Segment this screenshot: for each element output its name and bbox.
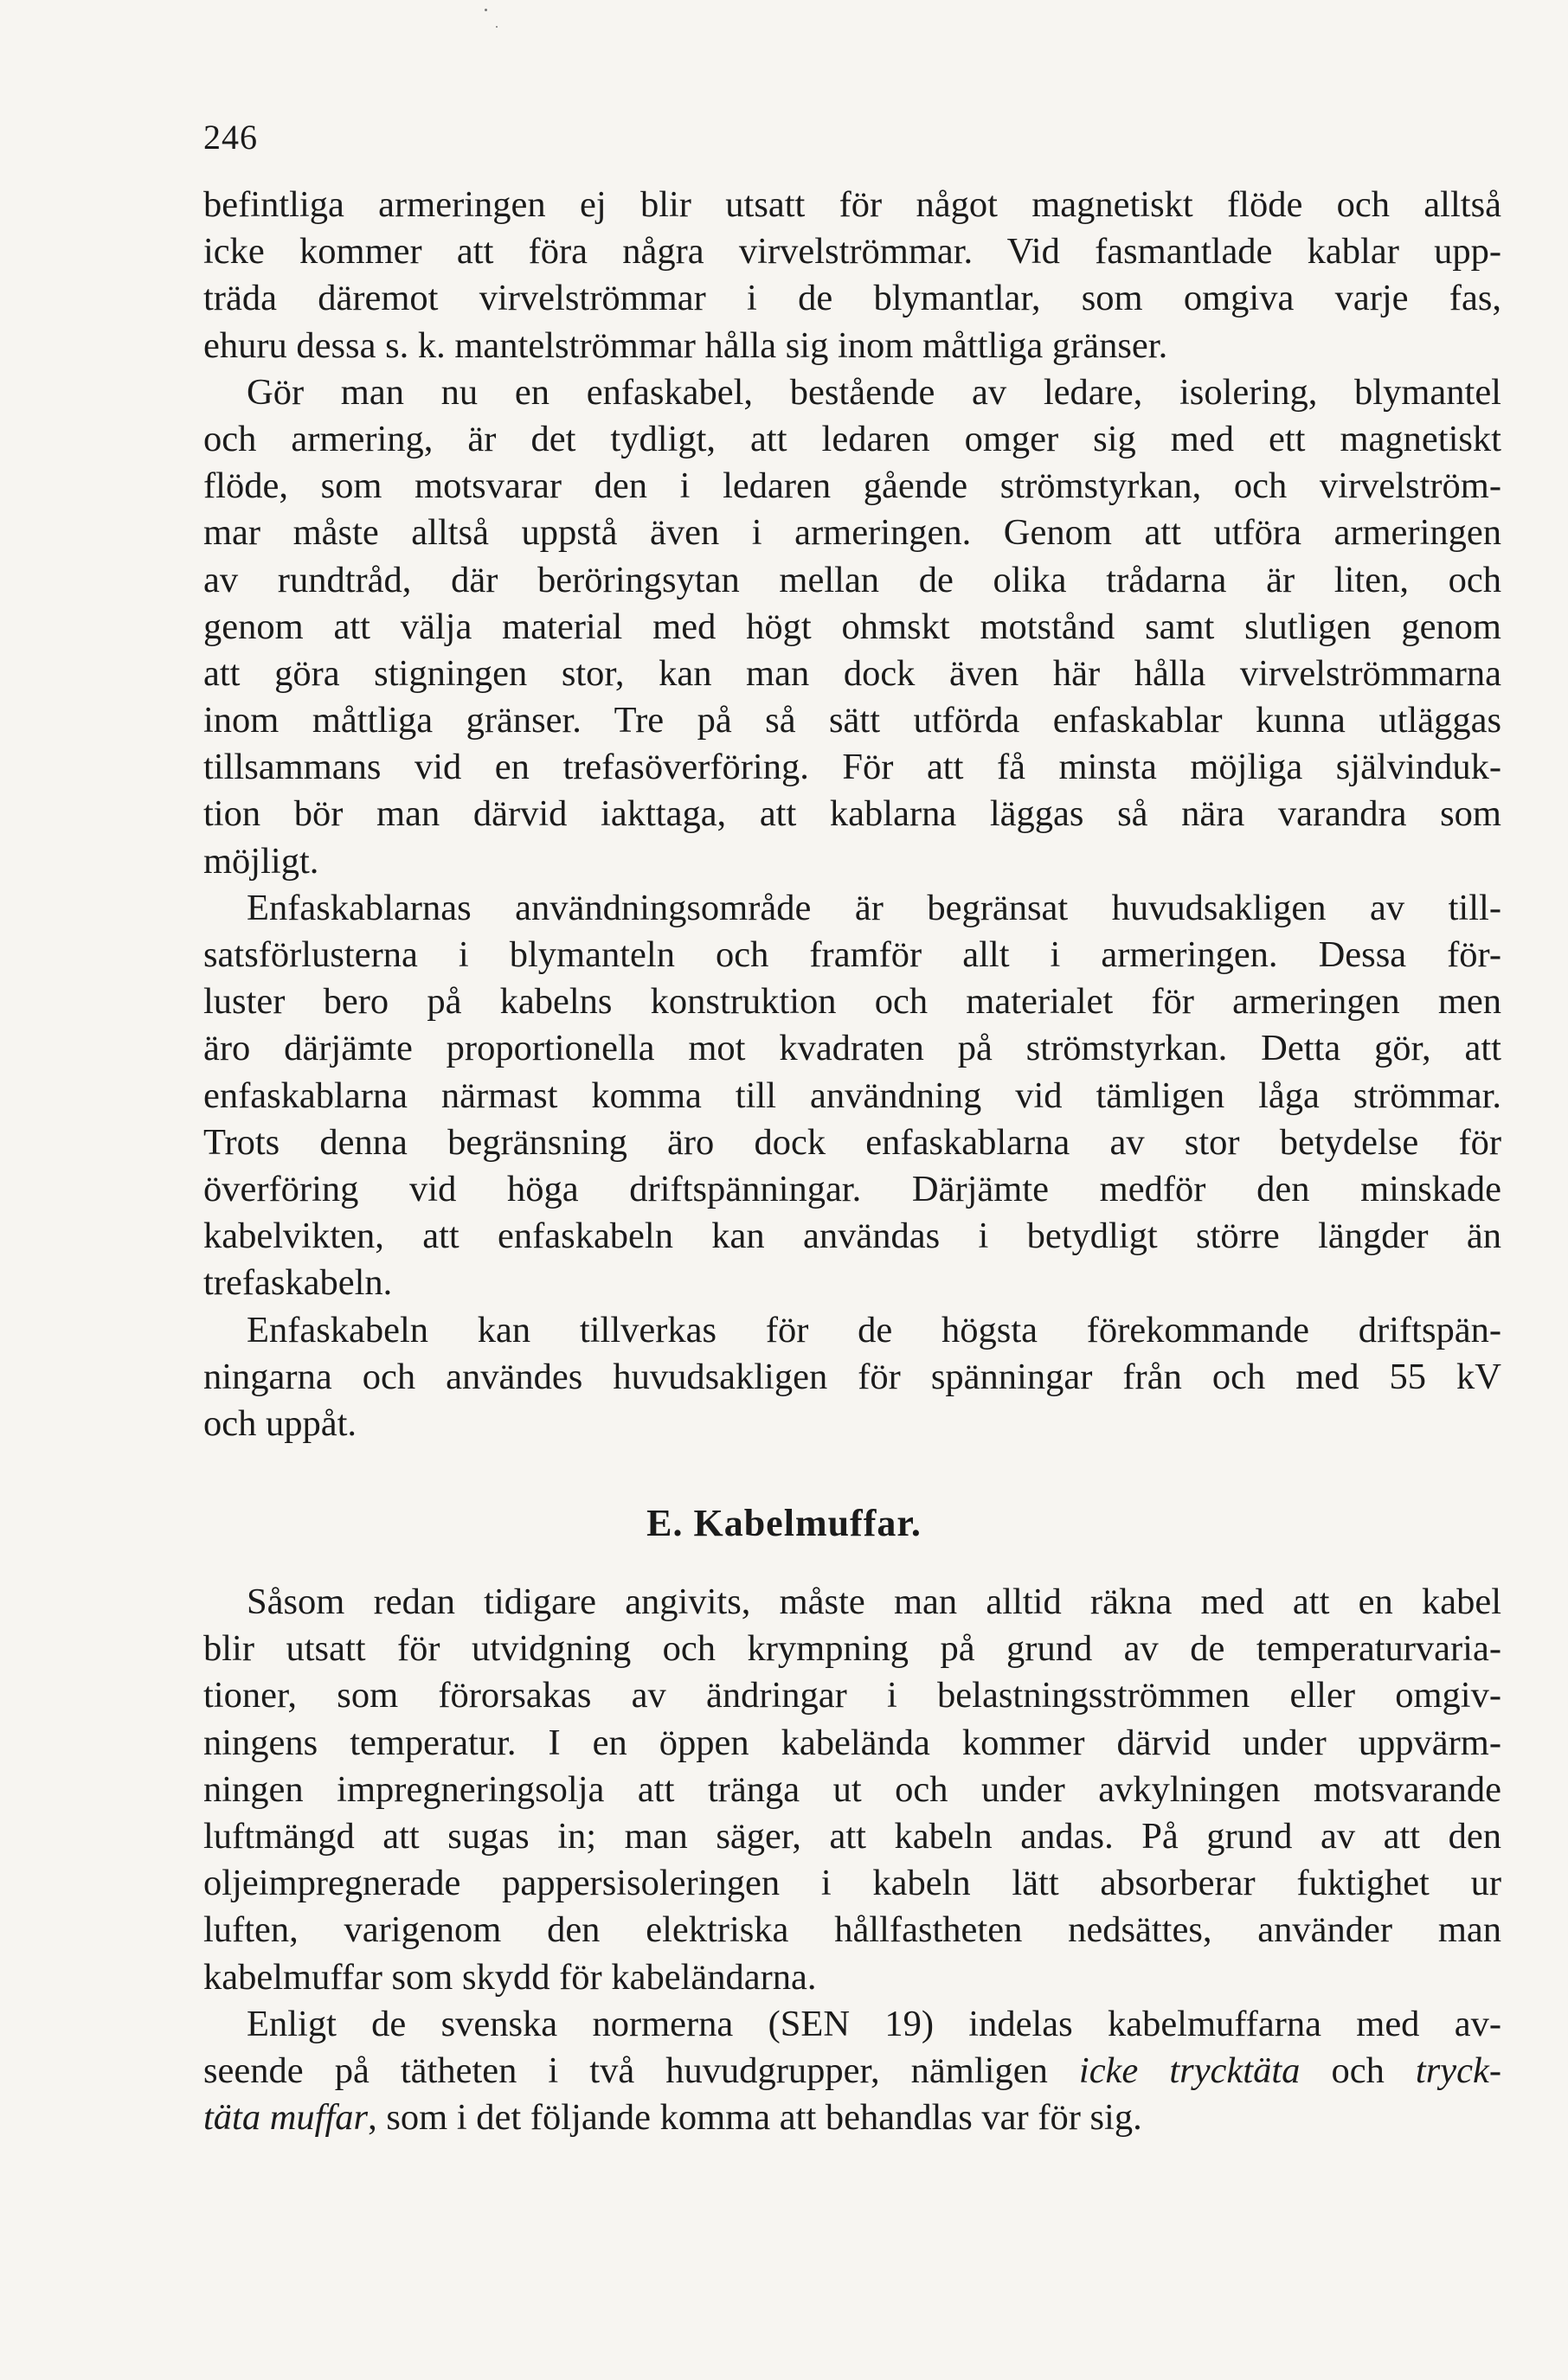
text-line: luftmängd att sugas in; man säger, att kabeln andas. På grund av att den bbox=[203, 1815, 1501, 1857]
scan-speck bbox=[485, 9, 487, 11]
text-line: inom måttliga gränser. Tre på så sätt utförda enfaskablar kunna utläggas bbox=[203, 700, 1501, 741]
text-line: trefaskabeln. bbox=[203, 1262, 393, 1304]
scan-speck bbox=[496, 26, 498, 28]
text-line: kabelvikten, att enfaskabeln kan användas i betydligt större längder än bbox=[203, 1216, 1501, 1257]
text-line: träda däremot virvelströmmar i de blymantlar, som omgiva varje fas, bbox=[203, 278, 1501, 319]
text-line: Trots denna begränsning äro dock enfaskablarna av stor betydelse för bbox=[203, 1121, 1501, 1163]
text-line: luster bero på kabelns konstruktion och materialet för armeringen men bbox=[203, 981, 1501, 1023]
text-line: kabelmuffar som skydd för kabeländarna. bbox=[203, 1956, 817, 1998]
text-line: överföring vid höga driftspänningar. Därjämte medför den minskade bbox=[203, 1168, 1501, 1209]
text-line: Enligt de svenska normerna (SEN 19) indelas kabelmuffarna med av- bbox=[247, 2003, 1501, 2044]
text-line: av rundtråd, där beröringsytan mellan de olika trådarna är liten, och bbox=[203, 559, 1501, 600]
italic-term: icke trycktäta bbox=[1078, 2050, 1301, 2091]
text-line: tillsammans vid en trefasöverföring. För att få minsta möjliga självinduk- bbox=[203, 747, 1501, 788]
text-line: luften, varigenom den elektriska hållfastheten nedsättes, använder man bbox=[203, 1909, 1501, 1951]
text-line: Enfaskablarnas användningsområde är begränsat huvudsakligen av till- bbox=[247, 887, 1501, 928]
text-line: ningarna och användes huvudsakligen för spänningar från och med 55 kV bbox=[203, 1356, 1501, 1397]
text-line bbox=[203, 2095, 1501, 2141]
text-line: och uppåt. bbox=[203, 1402, 357, 1444]
text-line: och armering, är det tydligt, att ledaren omger sig med ett magnetiskt bbox=[203, 418, 1501, 459]
text-line: icke kommer att föra några virvelströmmar. Vid fasmantlade kablar upp- bbox=[203, 231, 1501, 273]
text-line: att göra stigningen stor, kan man dock även här hålla virvelströmmarna bbox=[203, 652, 1501, 694]
text-line: möjligt. bbox=[203, 840, 319, 882]
text-fragment: och bbox=[1331, 2050, 1385, 2091]
text-line: tioner, som förorsakas av ändringar i belastningsströmmen eller omgiv- bbox=[203, 1675, 1501, 1716]
text-line: tion bör man därvid iakttaga, att kablarna läggas så nära varandra som bbox=[203, 793, 1501, 835]
text-line: Såsom redan tidigare angivits, måste man alltid räkna med att en kabel bbox=[247, 1581, 1501, 1622]
text-line: satsförlusterna i blymanteln och framför allt i armeringen. Dessa för- bbox=[203, 934, 1501, 975]
text-line bbox=[203, 2048, 1501, 2095]
page-number: 246 bbox=[203, 118, 258, 157]
text-line: mar måste alltså uppstå även i armeringen. Genom att utföra armeringen bbox=[203, 512, 1501, 554]
text-fragment: seende på tätheten i två huvudgrupper, nämligen bbox=[203, 2050, 1048, 2091]
italic-fragment: äta bbox=[1253, 2050, 1301, 2091]
text-line: Enfaskabeln kan tillverkas för de högsta förekommande driftspän- bbox=[247, 1309, 1501, 1350]
text-line: genom att välja material med högt ohmskt motstånd samt slutligen genom bbox=[203, 606, 1501, 647]
body-text-lower bbox=[203, 1579, 1501, 2141]
italic-term: tryck- bbox=[1415, 2050, 1501, 2091]
text-line: Gör man nu en enfaskabel, bestående av ledare, isolering, blymantel bbox=[247, 371, 1501, 413]
text-line: blir utsatt för utvidgning och krympning på grund av de temperaturvaria- bbox=[203, 1628, 1501, 1670]
text-line: äro därjämte proportionella mot kvadraten på strömstyrkan. Detta gör, att bbox=[203, 1028, 1501, 1069]
text-line: enfaskablarna närmast komma till användning vid tämligen låga strömmar. bbox=[203, 1075, 1501, 1116]
text-fragment: , som i det följande komma att behandlas var för sig. bbox=[368, 2097, 1142, 2139]
text-line: ehuru dessa s. k. mantelströmmar hålla sig inom måttliga gränser. bbox=[203, 324, 1168, 366]
body-text-upper bbox=[203, 182, 1501, 1447]
text-line: ningens temperatur. I en öppen kabeländа kommer därvid under uppvärm- bbox=[203, 1722, 1501, 1763]
text-line: befintliga armeringen ej blir utsatt för något magnetiskt flöde och alltså bbox=[203, 184, 1501, 225]
text-line: oljeimpregnerade pappersisoleringen i kabeln lätt absorberar fuktighet ur bbox=[203, 1863, 1501, 1904]
text-line: flöde, som motsvarar den i ledaren gående strömstyrkan, och virvelström- bbox=[203, 465, 1501, 507]
italic-term: täta muffar bbox=[203, 2097, 369, 2139]
text-line: ningen impregneringsolja att tränga ut och under avkylningen motsvarande bbox=[203, 1768, 1501, 1810]
section-heading: E. Kabelmuffar. bbox=[646, 1502, 922, 1544]
